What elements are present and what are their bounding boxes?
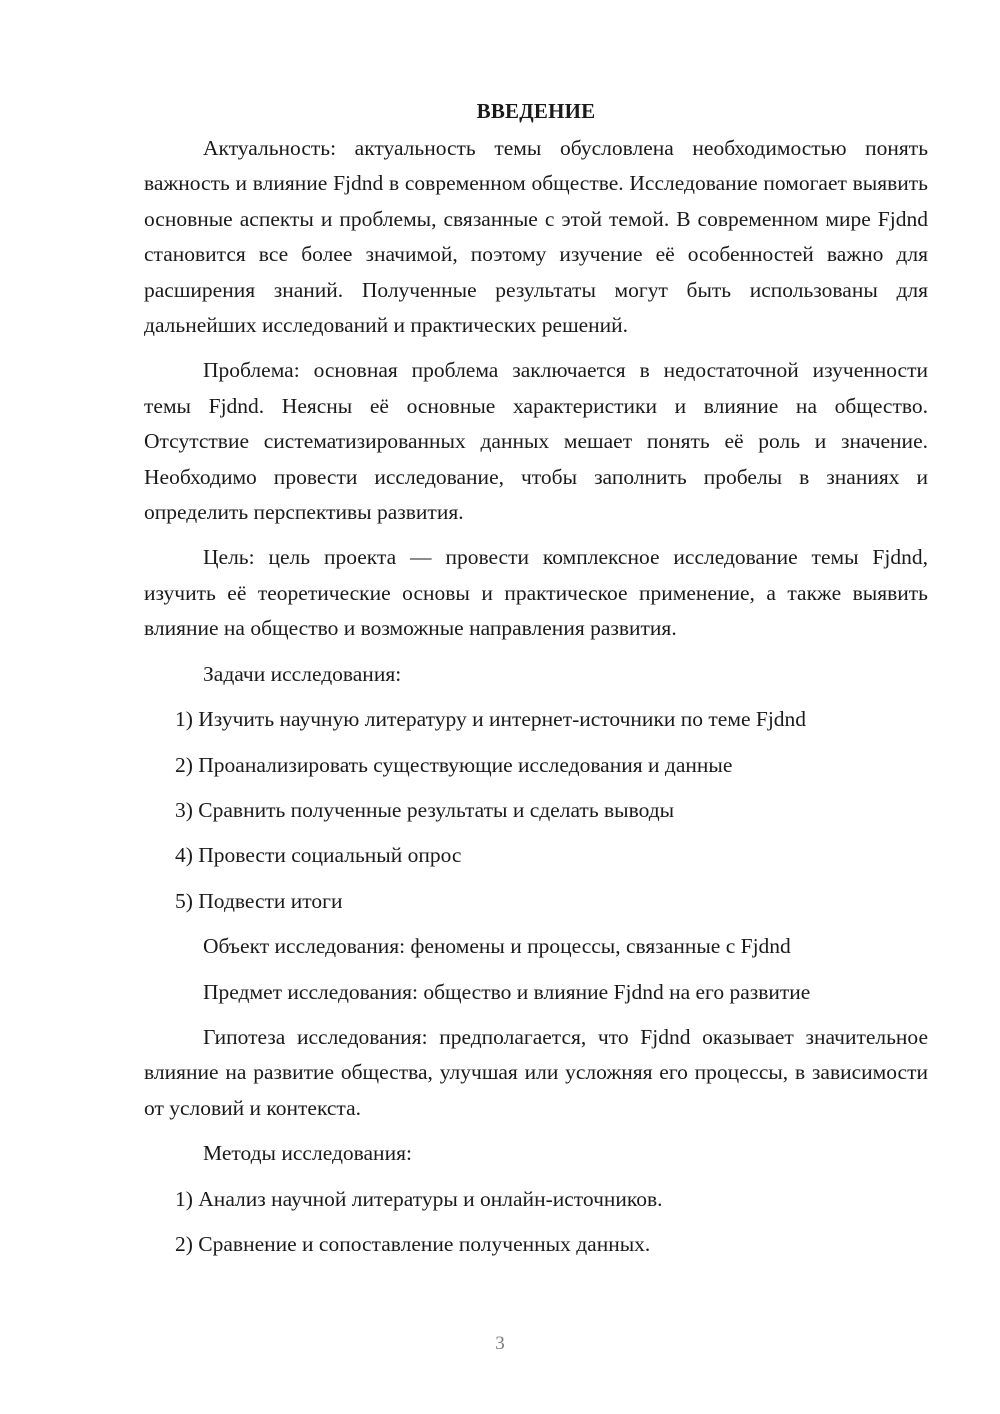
page-content bbox=[144, 96, 928, 1272]
list-item: 1) Анализ научной литературы и онлайн-источников. bbox=[175, 1186, 663, 1211]
methods-heading: Методы исследования: bbox=[203, 1141, 412, 1166]
list-item: 3) Сравнить полученные результаты и сделать выводы bbox=[175, 797, 675, 822]
section-title: ВВЕДЕНИЕ bbox=[476, 99, 596, 123]
list-item: 2) Проанализировать существующие исследования и данные bbox=[175, 752, 733, 777]
list-item: 1) Изучить научную литературу и интернет-источники по теме Fjdnd bbox=[175, 707, 807, 732]
tasks-heading: Задачи исследования: bbox=[203, 661, 402, 686]
research-subject: Предмет исследования: общество и влияние Fjdnd на его развитие bbox=[203, 979, 811, 1004]
relevance-paragraph: Актуальность: актуальность темы обусловлена необходимостью понять важность и влияние Fjdnd в современном обществе. Исследование помогает выявить основные аспекты и проблемы, связанные с этой темой. В современном мире Fjdnd становится все более значимой, поэтому изучение её особенностей важно для расширения знаний. Полученные результаты могут быть использованы для дальнейших исследований и практических решений. bbox=[144, 136, 928, 338]
problem-paragraph: Проблема: основная проблема заключается в недостаточной изученности темы Fjdnd. Неясны её основные характеристики и влияние на общество. Отсутствие систематизированных данных мешает понять её роль и значение. Необходимо провести исследование, чтобы заполнить пробелы в знаниях и определить перспективы развития. bbox=[144, 358, 928, 525]
list-item: 4) Провести социальный опрос bbox=[175, 843, 462, 868]
hypothesis-paragraph: Гипотеза исследования: предполагается, что Fjdnd оказывает значительное влияние на развитие общества, улучшая или усложняя его процессы, в зависимости от условий и контекста. bbox=[144, 1024, 928, 1120]
list-item: 5) Подвести итоги bbox=[175, 888, 343, 913]
research-object: Объект исследования: феномены и процессы, связанные с Fjdnd bbox=[203, 934, 791, 959]
goal-paragraph: Цель: цель проекта — провести комплексное исследование темы Fjdnd, изучить её теоретические основы и практическое применение, а также выявить влияние на общество и возможные направления развития. bbox=[144, 545, 928, 641]
methods-list bbox=[144, 1182, 928, 1263]
tasks-list bbox=[144, 702, 928, 919]
list-item: 2) Сравнение и сопоставление полученных данных. bbox=[175, 1231, 651, 1256]
page-number: 3 bbox=[495, 1333, 505, 1354]
